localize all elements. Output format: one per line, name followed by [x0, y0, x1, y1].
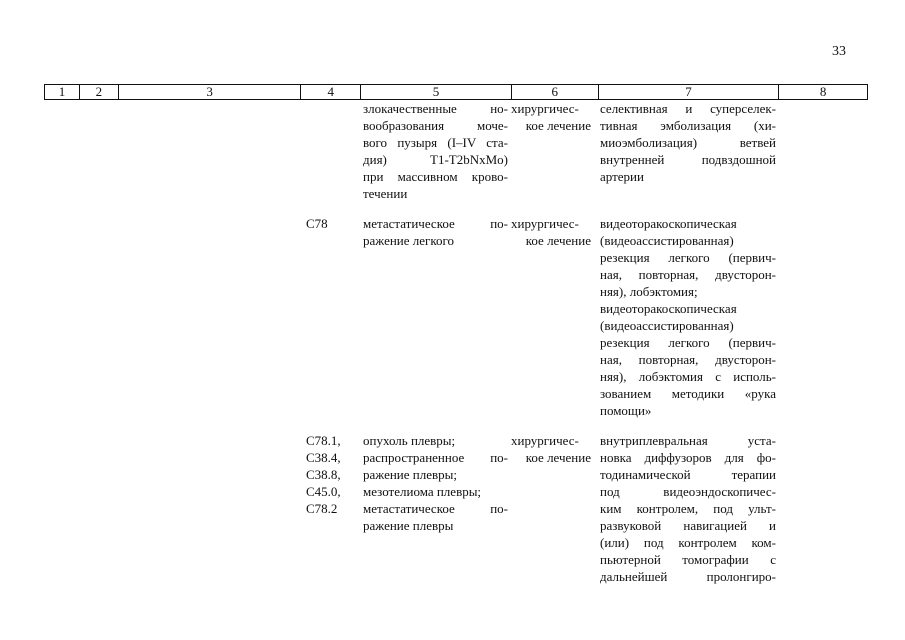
text-line: ражение легкого: [363, 233, 455, 248]
text-line: C78.2: [306, 501, 338, 516]
row-3-diagnosis: [363, 432, 508, 534]
text-line: развуковой навигацией и: [600, 518, 776, 533]
text-line: кое лечение: [525, 118, 591, 133]
text-line: няя), лобэктомия с исполь-: [600, 369, 776, 384]
text-line: ражение плевры;: [363, 467, 457, 482]
text-line: резекция легкого (первич-: [600, 250, 776, 265]
text-line: C38.4,: [306, 450, 341, 465]
text-line: мезотелиома плевры;: [363, 484, 482, 499]
text-line: няя), лобэктомия;: [600, 284, 698, 299]
text-line: (или) под контролем ком-: [600, 535, 776, 550]
row-1-diagnosis: [363, 100, 508, 202]
text-line: вого пузыря (I–IV ста-: [363, 135, 508, 150]
text-line: при массивном крово-: [363, 169, 508, 184]
text-line: C38.8,: [306, 467, 341, 482]
row-1-method: [600, 100, 776, 185]
text-line: помощи»: [600, 403, 652, 418]
text-line: ким контролем, под ульт-: [600, 501, 776, 516]
text-line: хирургичес-: [511, 433, 579, 448]
text-line: артерии: [600, 169, 644, 184]
text-line: кое лечение: [525, 450, 591, 465]
text-line: C78.1,: [306, 433, 341, 448]
text-line: резекция легкого (первич-: [600, 335, 776, 350]
text-line: видеоторакоскопическая: [600, 216, 737, 231]
text-line: новка диффузоров для фо-: [600, 450, 776, 465]
text-line: метастатическое по-: [363, 501, 508, 516]
text-line: (видеоассистированная): [600, 318, 734, 333]
text-line: C45.0,: [306, 484, 341, 499]
text-line: ражение плевры: [363, 518, 454, 533]
text-line: злокачественные но-: [363, 101, 508, 116]
text-line: ная, повторная, двусторон-: [600, 352, 776, 367]
header-col-4: 4: [301, 85, 361, 99]
header-col-2: 2: [80, 85, 119, 99]
text-line: селективная и суперселек-: [600, 101, 776, 116]
text-line: тодинамической терапии: [600, 467, 776, 482]
row-2-diagnosis: [363, 215, 508, 249]
text-line: миоэмболизация) ветвей: [600, 135, 776, 150]
row-1-treatment-type: [511, 100, 591, 134]
text-line: пьютерной томографии с: [600, 552, 776, 567]
row-3-treatment-type: [511, 432, 591, 466]
row-2-method: [600, 215, 776, 419]
text-line: ная, повторная, двусторон-: [600, 267, 776, 282]
row-3-method: [600, 432, 776, 585]
text-line: течении: [363, 186, 408, 201]
row-2-code: [306, 215, 358, 232]
table-header-row: [44, 84, 868, 100]
text-line: внутриплевральная уста-: [600, 433, 776, 448]
text-line: распространенное по-: [363, 450, 508, 465]
header-col-3: 3: [119, 85, 302, 99]
row-2-treatment-type: [511, 215, 591, 249]
text-line: дальнейшей пролонгиро-: [600, 569, 776, 584]
text-line: внутренней подвздошной: [600, 152, 776, 167]
header-col-5: 5: [361, 85, 512, 99]
text-line: дия) T1-T2bNxMo): [363, 152, 508, 167]
header-col-1: 1: [45, 85, 80, 99]
text-line: (видеоассистированная): [600, 233, 734, 248]
header-col-7: 7: [599, 85, 780, 99]
page-number: 33: [832, 44, 846, 59]
text-line: опухоль плевры;: [363, 433, 456, 448]
text-line: C78: [306, 216, 328, 231]
text-line: метастатическое по-: [363, 216, 508, 231]
header-col-6: 6: [512, 85, 599, 99]
text-line: тивная эмболизация (хи-: [600, 118, 776, 133]
text-line: хирургичес-: [511, 101, 579, 116]
text-line: видеоторакоскопическая: [600, 301, 737, 316]
header-col-8: 8: [819, 84, 827, 99]
row-3-code: [306, 432, 358, 517]
text-line: под видеоэндоскопичес-: [600, 484, 776, 499]
text-line: кое лечение: [525, 233, 591, 248]
text-line: зованием методики «рука: [600, 386, 776, 401]
text-line: вообразования моче-: [363, 118, 508, 133]
text-line: хирургичес-: [511, 216, 579, 231]
